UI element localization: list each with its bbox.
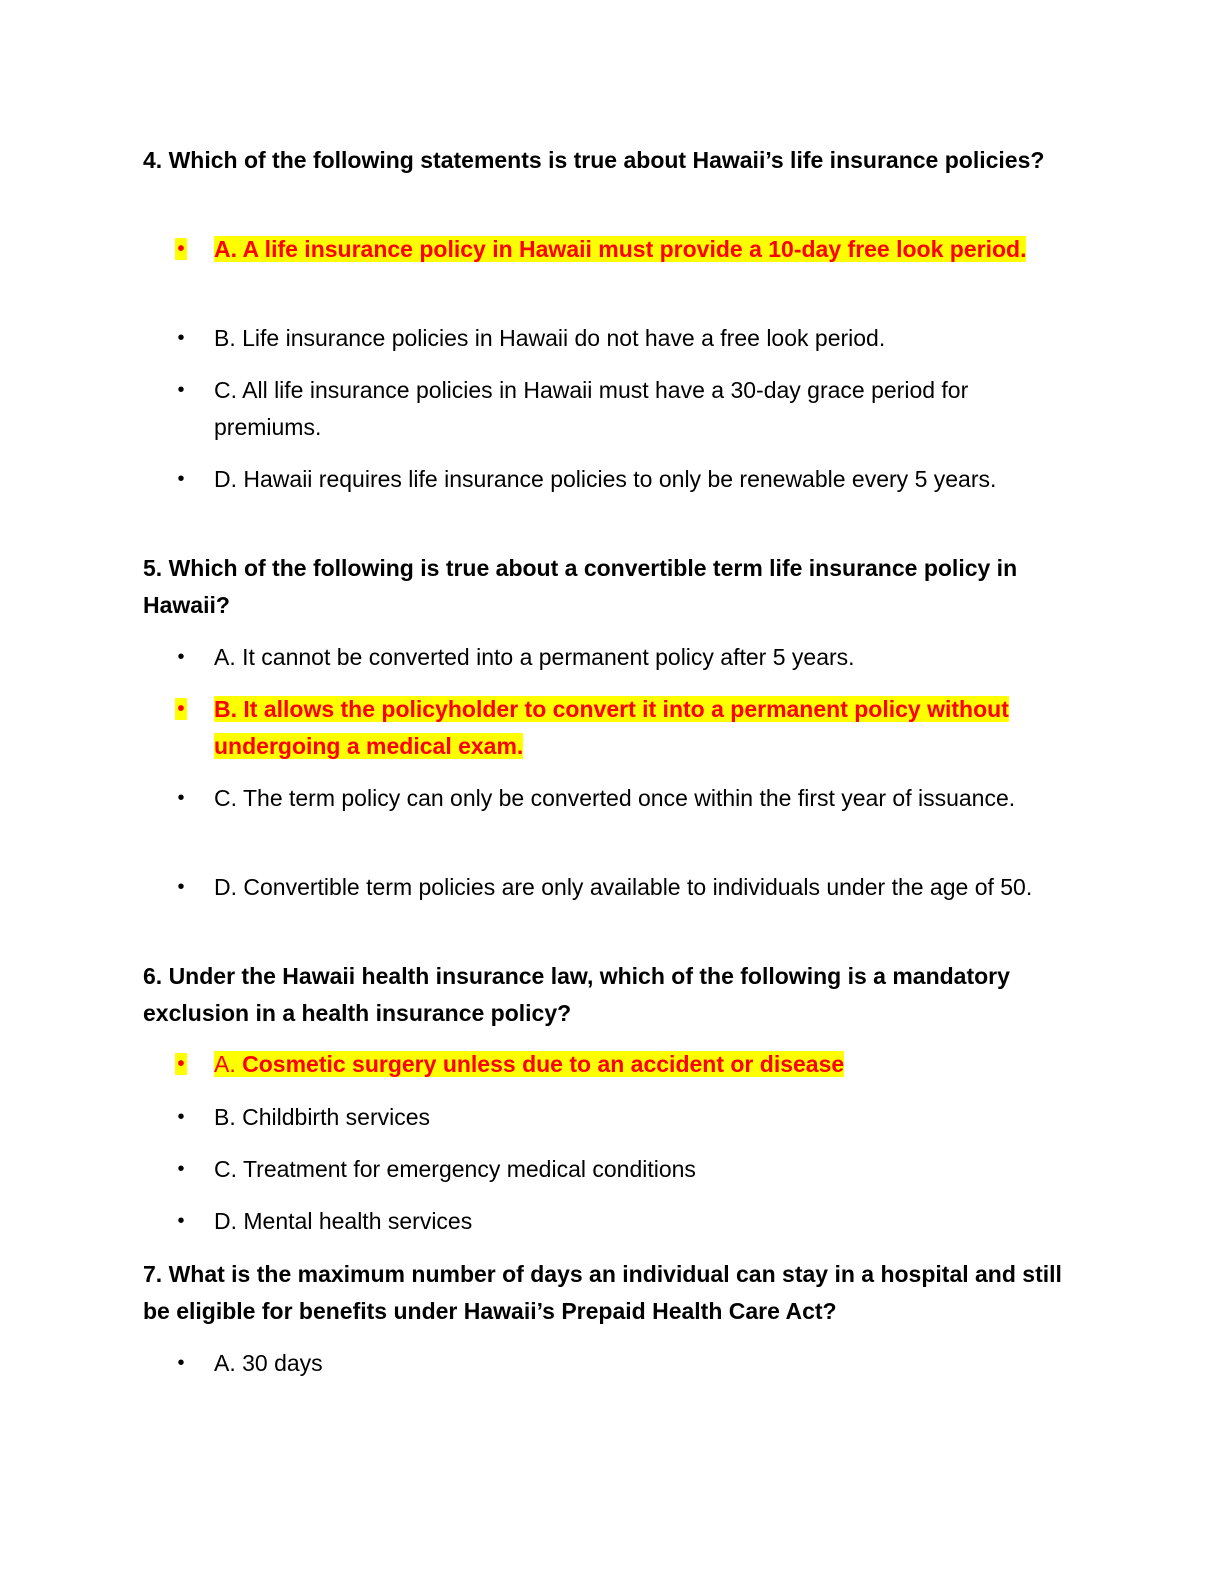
bullet-icon: • [177, 238, 185, 260]
question-5-option-b [177, 691, 1074, 765]
option-prefix: A. [214, 1051, 236, 1077]
bullet-icon: • [177, 698, 185, 720]
bullet-icon: • [177, 1158, 185, 1180]
answer-text: A. A life insurance policy in Hawaii must provide a 10-day free look period. [214, 236, 1027, 262]
question-6-option-b [177, 1099, 1074, 1136]
bullet-icon: • [177, 646, 185, 668]
question-6-option-d [177, 1203, 1074, 1240]
question-4: 4. Which of the following statements is true about Hawaii’s life insurance policies? [143, 147, 1045, 173]
option-text: C. All life insurance policies in Hawaii must have a 30-day grace period for premiums. [214, 377, 969, 440]
bullet-icon: • [177, 787, 185, 809]
question-4-option-b [177, 320, 1074, 357]
question-4-option-a [177, 231, 1074, 268]
bullet-icon: • [177, 1053, 185, 1075]
bullet-icon: • [177, 327, 185, 349]
question-7: 7. What is the maximum number of days an individual can stay in a hospital and still be eligible for benefits under Hawaii’s Prepaid Health Care Act? [143, 1261, 1062, 1324]
bullet-icon: • [177, 1210, 185, 1232]
bullet-icon: • [177, 876, 185, 898]
option-text: C. The term policy can only be converted once within the first year of issuance. [214, 785, 1016, 811]
question-5-option-c [177, 780, 1074, 817]
question-7-option-a [177, 1345, 1074, 1382]
option-text: D. Convertible term policies are only available to individuals under the age of 50. [214, 874, 1033, 900]
option-text: A. It cannot be converted into a permanent policy after 5 years. [214, 644, 855, 670]
bullet-icon: • [177, 468, 185, 490]
option-text: B. Life insurance policies in Hawaii do not have a free look period. [214, 325, 886, 351]
question-5-option-d [177, 869, 1074, 906]
question-6-option-a [177, 1046, 1074, 1083]
question-4-option-c [177, 372, 1074, 446]
option-text: D. Hawaii requires life insurance policies to only be renewable every 5 years. [214, 466, 997, 492]
option-text: D. Mental health services [214, 1208, 473, 1234]
option-text: C. Treatment for emergency medical conditions [214, 1156, 696, 1182]
bullet-icon: • [177, 1352, 185, 1374]
question-6-option-c [177, 1151, 1074, 1188]
bullet-icon: • [177, 379, 185, 401]
question-5: 5. Which of the following is true about a convertible term life insurance policy in Hawaii? [143, 555, 1018, 618]
question-6: 6. Under the Hawaii health insurance law, which of the following is a mandatory exclusion in a health insurance policy? [143, 963, 1010, 1026]
option-text: B. Childbirth services [214, 1104, 431, 1130]
bullet-icon: • [177, 1106, 185, 1128]
answer-text: B. It allows the policyholder to convert it into a permanent policy without undergoing a medical exam. [214, 696, 1009, 759]
question-4-option-d [177, 461, 1074, 498]
question-5-option-a [177, 639, 1074, 676]
option-text: A. 30 days [214, 1350, 323, 1376]
answer-text: Cosmetic surgery unless due to an accident or disease [242, 1051, 845, 1077]
